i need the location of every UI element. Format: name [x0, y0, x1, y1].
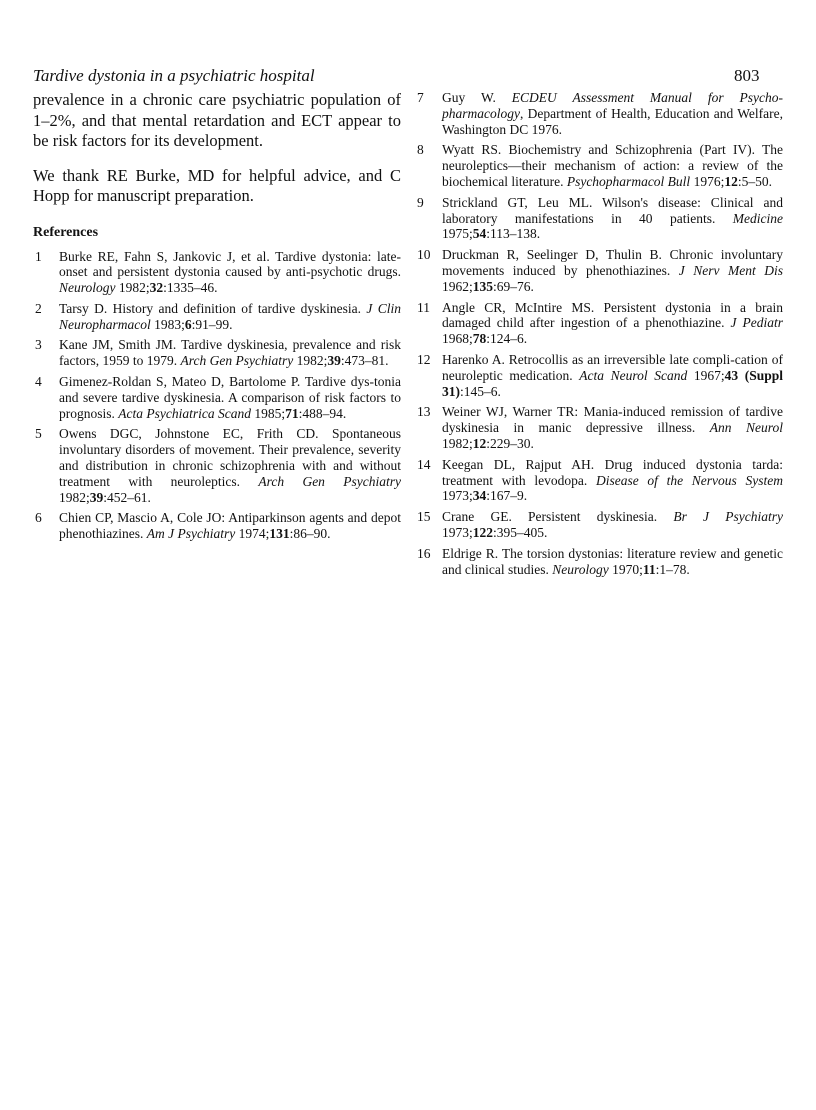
page-number: 803 [734, 66, 760, 85]
reference-pages: :167–9. [486, 488, 528, 504]
reference-authors: Guy W. [442, 90, 512, 105]
reference-text [442, 546, 783, 578]
reference-volume: 54 [472, 226, 487, 242]
reference-year: 1985; [250, 405, 286, 421]
reference-journal: J Clin Neuropharmacol [59, 300, 401, 332]
reference-number: 4 [35, 374, 42, 390]
reference-year: , Department of Health, Education and Welfare, Washington DC 1976. [442, 105, 783, 137]
reference-number: 16 [417, 545, 431, 561]
reference-volume: 135 [472, 278, 494, 294]
reference-year: 1982; [59, 489, 90, 505]
reference-authors: Kane JM, Smith JM. Tardive dyskinesia, prevalence and risk factors, 1959 to 1979. [59, 337, 401, 369]
reference-journal: Arch Gen Psychiatry [180, 353, 294, 369]
reference-volume: 78 [472, 331, 487, 347]
reference-number: 3 [35, 337, 42, 353]
reference-year: 1982; [293, 353, 328, 369]
reference-pages: :395–405. [493, 524, 548, 540]
reference-year: 1973; [442, 524, 473, 540]
reference-text [442, 195, 783, 242]
right-column [415, 90, 783, 582]
references-heading: References [33, 224, 99, 240]
references-list-right [415, 90, 783, 577]
reference-volume: 131 [269, 526, 290, 542]
reference-year: 1962; [442, 278, 473, 294]
reference-item [415, 352, 783, 399]
reference-year: 1982; [442, 435, 473, 451]
reference-volume: 39 [89, 489, 104, 505]
reference-volume: 6 [184, 316, 192, 332]
reference-volume: 11 [642, 561, 656, 577]
reference-number: 11 [417, 299, 430, 315]
reference-pages: :5–50. [737, 173, 772, 189]
reference-pages: :488–94. [298, 405, 347, 421]
reference-number: 5 [35, 426, 42, 442]
reference-text [59, 426, 401, 505]
reference-volume: 12 [472, 435, 487, 451]
reference-journal: Br J Psychiatry [673, 509, 783, 525]
reference-year: 1982; [115, 280, 150, 296]
acknowledgement-paragraph: We thank RE Burke, MD for helpful advice, and C Hopp for manuscript preparation. [33, 165, 401, 205]
reference-text [59, 510, 401, 542]
reference-pages: :86–90. [289, 526, 331, 542]
left-column [33, 90, 401, 547]
reference-item [33, 249, 401, 296]
reference-text [442, 404, 783, 451]
reference-number: 8 [417, 142, 424, 158]
reference-year: 1975; [442, 226, 473, 242]
reference-item [33, 510, 401, 542]
reference-journal: Acta Neurol Scand [579, 367, 688, 383]
conclusion-paragraph: prevalence in a chronic care psychiatric population of 1–2%, and that mental retardation and ECT appear to be risk factors for its development. [33, 90, 401, 150]
reference-journal: Neurology [59, 280, 116, 296]
reference-pages: :113–138. [486, 226, 541, 242]
reference-authors: Chien CP, Mascio A, Cole JO: Antiparkinson agents and depot phenothiazines. [59, 510, 401, 542]
reference-journal: Acta Psychiatrica Scand [118, 405, 251, 421]
reference-text [59, 301, 401, 333]
references-list-left [33, 249, 401, 543]
reference-authors: Eldrige R. The torsion dystonias: literature review and genetic and clinical studies. [442, 545, 783, 577]
reference-authors: Keegan DL, Rajput AH. Drug induced dystonia tarda: treatment with levodopa. [442, 456, 783, 488]
reference-text [442, 300, 783, 347]
reference-authors: Gimenez-Roldan S, Mateo D, Bartolome P. Tardive dys-tonia and severe tardive dyskinesia. A comparison of risk factors to prognosis. [59, 374, 401, 421]
reference-authors: Tarsy D. History and definition of tardive dyskinesia. [59, 300, 367, 316]
reference-number: 7 [417, 90, 424, 105]
reference-item [415, 195, 783, 242]
reference-text [59, 374, 401, 421]
reference-pages: :452–61. [103, 489, 151, 505]
reference-pages: :1–78. [655, 561, 690, 577]
reference-pages: :69–76. [493, 278, 534, 294]
reference-item [415, 457, 783, 504]
reference-journal: Disease of the Nervous System [595, 472, 783, 488]
reference-journal: ECDEU Assessment Manual for Psycho-pharmacology [442, 90, 783, 121]
reference-text [442, 90, 783, 137]
reference-year: 1967; [687, 367, 725, 383]
reference-number: 9 [417, 194, 424, 210]
reference-text [442, 509, 783, 541]
reference-volume: 32 [149, 280, 164, 296]
running-title: Tardive dystonia in a psychiatric hospital [33, 66, 315, 85]
reference-journal: Psychopharmacol Bull [566, 173, 691, 189]
reference-authors: Crane GE. Persistent dyskinesia. [442, 509, 674, 525]
reference-number: 2 [35, 300, 42, 316]
reference-journal: J Pediatr [730, 315, 783, 331]
reference-number: 14 [417, 456, 431, 472]
reference-journal: Neurology [552, 561, 609, 577]
reference-text [442, 142, 783, 189]
reference-volume: 43 (Suppl 31) [442, 367, 783, 399]
reference-number: 6 [35, 510, 42, 526]
reference-number: 10 [417, 247, 431, 263]
reference-pages: :473–81. [340, 353, 389, 369]
reference-item [415, 300, 783, 347]
reference-number: 13 [417, 404, 431, 420]
reference-year: 1973; [442, 488, 473, 504]
reference-authors: Wyatt RS. Biochemistry and Schizophrenia (Part IV). The neuroleptics—their mechanism of action: a review of the biochemical literature. [442, 142, 783, 189]
reference-item [33, 337, 401, 369]
reference-year: 1976; [690, 173, 725, 189]
reference-year: 1970; [608, 561, 643, 577]
reference-text [442, 352, 783, 399]
reference-number: 15 [417, 509, 431, 525]
reference-pages: :91–99. [191, 316, 233, 332]
reference-text [59, 337, 401, 369]
reference-year: 1968; [442, 331, 473, 347]
reference-item [415, 247, 783, 294]
reference-pages: :124–6. [486, 331, 528, 347]
reference-pages: :145–6. [460, 383, 501, 399]
reference-item [33, 374, 401, 421]
reference-authors: Weiner WJ, Warner TR: Mania-induced remission of tardive dyskinesia in manic depressive illness. [442, 404, 783, 436]
reference-journal: Ann Neurol [709, 420, 783, 436]
reference-volume: 39 [327, 353, 341, 369]
reference-volume: 122 [472, 524, 494, 540]
reference-text [442, 457, 783, 504]
reference-authors: Strickland GT, Leu ML. Wilson's disease: Clinical and laboratory manifestations in 40 patients. [442, 194, 783, 226]
reference-volume: 34 [472, 488, 487, 504]
reference-pages: :229–30. [486, 435, 534, 451]
reference-journal: Medicine [732, 210, 783, 226]
reference-volume: 71 [285, 405, 299, 421]
reference-journal: J Nerv Ment Dis [678, 262, 783, 278]
reference-authors: Angle CR, McIntire MS. Persistent dystonia in a brain damaged child after ingestion of a phenothiazine. [442, 299, 783, 331]
reference-year: 1974; [235, 526, 270, 542]
reference-item [33, 426, 401, 505]
reference-item [415, 142, 783, 189]
reference-item [415, 546, 783, 578]
reference-text [59, 249, 401, 296]
reference-authors: Harenko A. Retrocollis as an irreversible late compli-cation of neuroleptic medication. [442, 351, 783, 383]
reference-authors: Druckman R, Seelinger D, Thulin B. Chronic involuntary movements induced by phenothiazines. [442, 247, 783, 278]
reference-authors: Owens DGC, Johnstone EC, Frith CD. Spontaneous involuntary disorders of movement. Their prevalence, severity and distribution in chronic schizophrenia with and without treatment with neuroleptics. [59, 426, 401, 489]
reference-text [442, 247, 783, 294]
reference-pages: :1335–46. [163, 280, 218, 296]
reference-journal: Am J Psychiatry [146, 526, 236, 542]
reference-item [415, 509, 783, 541]
reference-item [415, 404, 783, 451]
reference-volume: 12 [724, 173, 738, 189]
reference-number: 12 [417, 351, 431, 367]
reference-authors: Burke RE, Fahn S, Jankovic J, et al. Tardive dystonia: late-onset and persistent dystonia caused by anti-psychotic drugs. [59, 248, 401, 280]
reference-journal: Arch Gen Psychiatry [258, 473, 402, 489]
reference-number: 1 [35, 248, 42, 264]
reference-year: 1983; [150, 316, 185, 332]
reference-item [33, 301, 401, 333]
reference-item [415, 90, 783, 137]
